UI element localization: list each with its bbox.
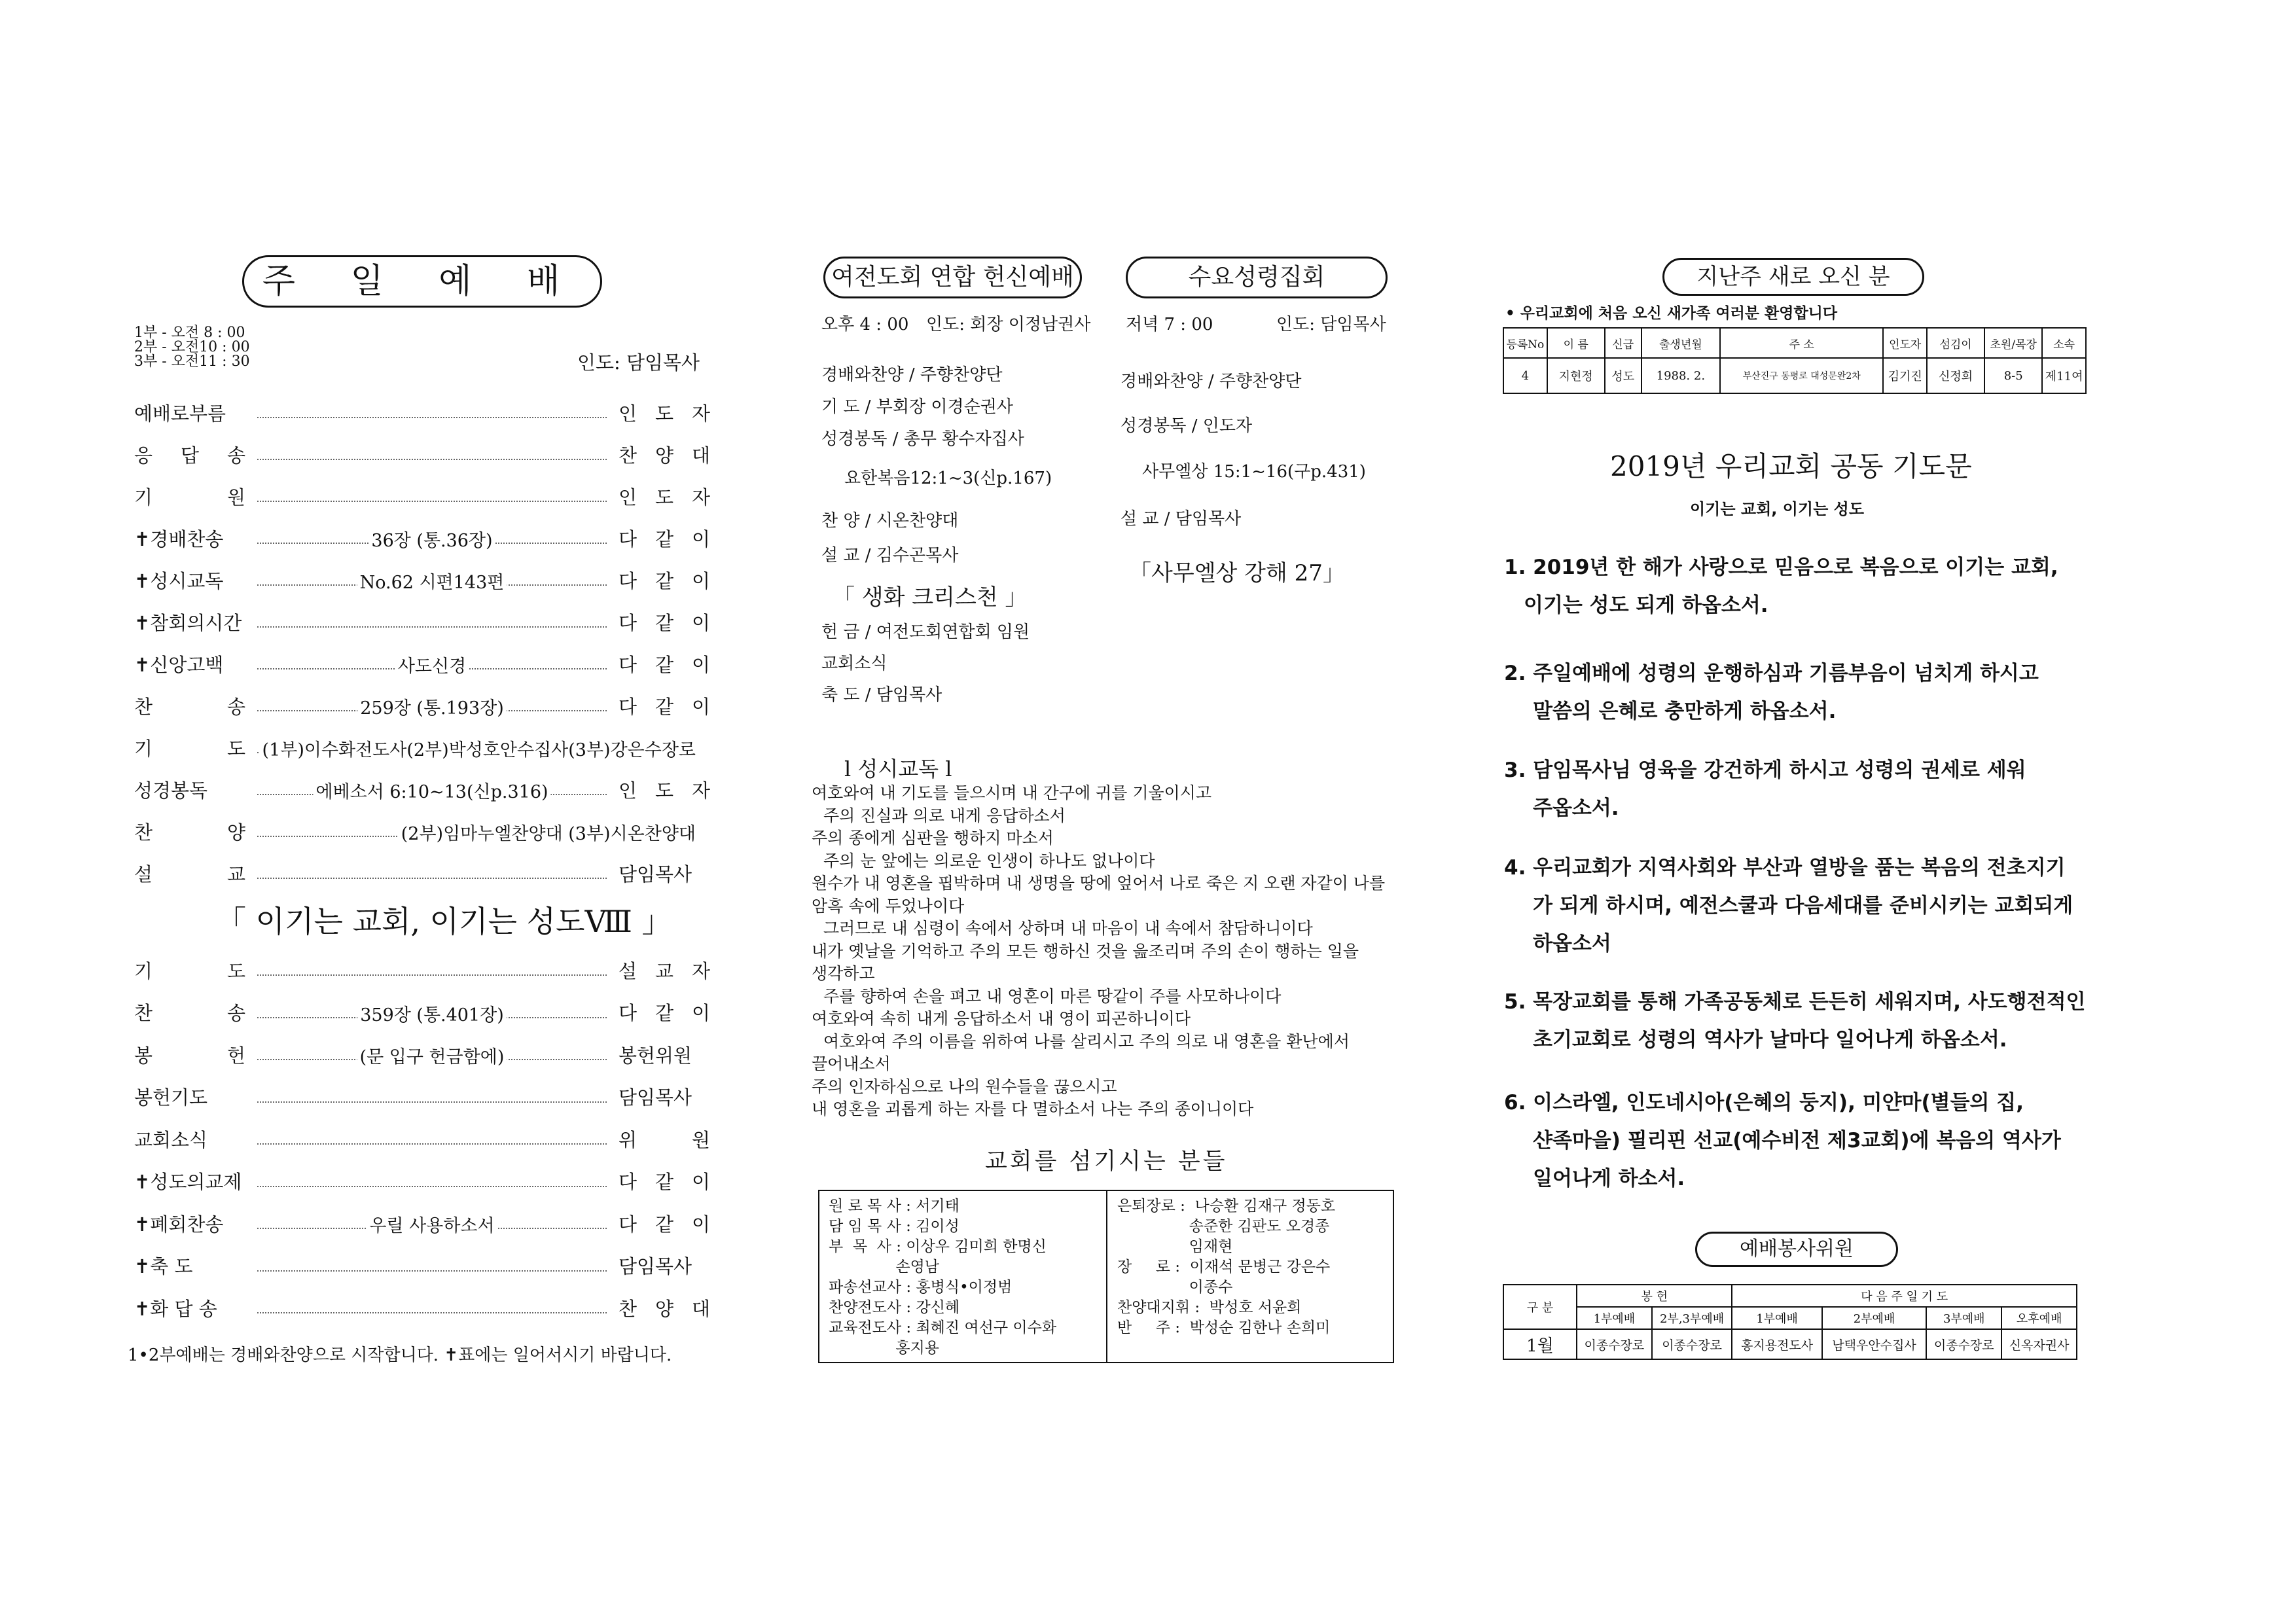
order-dots <box>257 1101 607 1103</box>
time-2: 2부 - 오전10 : 00 <box>134 339 250 355</box>
order-row <box>134 957 710 983</box>
duty-subheader: 1부예배 <box>1577 1307 1652 1329</box>
wednesday-line: 성경봉독 / 인도자 <box>1121 416 1253 436</box>
order-dots <box>257 1143 607 1145</box>
order-row <box>134 734 710 760</box>
visitors-header-cell: 섬김이 <box>1927 328 1984 358</box>
prayer-line: 샨족마을) 필리핀 선교(예수비전 제3교회)에 복음의 역사가 <box>1533 1129 2061 1152</box>
order-value: (2부)임마누엘찬양대 (3부)시온찬양대 <box>399 819 698 845</box>
order-label: 찬 송 <box>134 1002 245 1024</box>
visitors-header-cell: 소속 <box>2042 328 2086 358</box>
duty-table <box>1503 1284 2077 1360</box>
server-line: 장 로 : 이재석 문병근 강은수 <box>1117 1258 1331 1275</box>
psalm-line: 그러므로 내 심령이 속에서 상하며 내 마음이 내 속에서 참담하니이다 <box>823 919 1313 938</box>
womens-line: 성경봉독 / 총무 황수자집사 <box>821 429 1024 449</box>
duty-subheader: 2부,3부예배 <box>1652 1307 1732 1329</box>
order-label: 교회소식 <box>134 1128 208 1151</box>
womens-scripture: 요한복음12:1~3(신p.167) <box>844 469 1052 488</box>
order-leader <box>257 1253 607 1279</box>
order-leader <box>257 1210 607 1236</box>
duty-values-row <box>1503 1329 2077 1359</box>
sunday-leader: 인도: 담임목사 <box>577 351 700 374</box>
order-row <box>134 1168 710 1194</box>
womens-line: 헌 금 / 여전도회연합회 임원 <box>821 622 1030 642</box>
wednesday-scripture: 사무엘상 15:1~16(구p.431) <box>1142 462 1366 482</box>
prayer-item <box>1504 548 2087 624</box>
visitors-header-cell: 주 소 <box>1720 328 1883 358</box>
servers-title: 교회를 섬기시는 분들 <box>985 1149 1228 1175</box>
womens-sermon: 「 생화 크리스천 」 <box>833 584 1028 611</box>
order-label: ✝경배찬송 <box>134 527 224 550</box>
duty-subheader: 1부예배 <box>1732 1307 1821 1329</box>
visitors-header-cell: 등록No <box>1503 328 1547 358</box>
prayer-line: 4. 우리교회가 지역사회와 부산과 열방을 품는 복음의 전초지기 <box>1504 856 2066 880</box>
prayer-subtitle: 이기는 교회, 이기는 성도 <box>1690 500 1865 518</box>
order-label: 응 답 송 <box>134 444 245 467</box>
order-presenter: 위 원 <box>619 1128 710 1151</box>
order-value: (문 입구 헌금함에) <box>357 1043 507 1068</box>
order-leader <box>257 399 607 425</box>
order-leader <box>257 567 607 593</box>
order-leader <box>257 1294 607 1321</box>
prayer-title: 2019년 우리교회 공동 기도문 <box>1610 450 1972 482</box>
order-dots <box>257 626 607 628</box>
order-label: 기 원 <box>134 486 245 508</box>
duty-value: 이종수장로 <box>1652 1329 1732 1359</box>
servers-right <box>1117 1196 1335 1338</box>
prayer-item <box>1504 751 2087 827</box>
order-presenter: 다 같 이 <box>619 527 710 550</box>
psalm-line: 주의 진실과 의로 내게 응답하소서 <box>823 806 1066 825</box>
psalm-line: 주의 눈 앞에는 의로운 인생이 하나도 없나이다 <box>823 851 1155 870</box>
order-row <box>134 1210 710 1236</box>
order-value: 359장 (통.401장) <box>357 1001 507 1026</box>
prayer-item <box>1504 654 2087 730</box>
order-value: 사도신경 <box>395 652 469 677</box>
prayer-line: 2. 주일예배에 성령의 운행하심과 기름부음이 넘치게 하시고 <box>1504 662 2039 685</box>
prayer-item <box>1504 849 2087 963</box>
order-label: 기 도 <box>134 959 245 982</box>
wednesday-leader: 인도: 담임목사 <box>1276 315 1386 334</box>
psalm-line: 내가 옛날을 기억하고 주의 모든 행하신 것을 읊조리며 주의 손이 행하는 일을 <box>812 941 1359 961</box>
order-presenter: 인 도 자 <box>619 402 710 425</box>
order-presenter: 인 도 자 <box>619 779 710 802</box>
server-line: 파송선교사 : 홍병식•이정범 <box>829 1279 1013 1296</box>
visitors-cell: 1988. 2. <box>1641 358 1720 393</box>
order-presenter: 담임목사 <box>619 863 692 885</box>
psalm-line: 암흑 속에 두었나이다 <box>812 896 965 916</box>
server-line: 원 로 목 사 : 서기태 <box>829 1198 960 1215</box>
sunday-note: 1•2부예배는 경배와찬양으로 시작합니다. ✝표에는 일어서시기 바랍니다. <box>128 1346 672 1365</box>
visitors-header-cell: 이 름 <box>1547 328 1605 358</box>
order-value: 36장 (통.36장) <box>368 526 495 552</box>
order-presenter: 찬 양 대 <box>619 444 710 467</box>
order-presenter: 봉헌위원 <box>619 1044 692 1067</box>
order-label: 성경봉독 <box>134 779 208 802</box>
server-line: 담 임 목 사 : 김이성 <box>829 1218 960 1235</box>
order-label: 예배로부름 <box>134 402 226 425</box>
order-presenter: 다 같 이 <box>619 695 710 718</box>
time-3: 3부 - 오전11 : 30 <box>134 353 250 370</box>
womens-line: 교회소식 <box>821 654 888 673</box>
wednesday-title: 수요성령집회 <box>1126 257 1388 298</box>
order-leader <box>257 776 607 802</box>
order-leader <box>257 734 698 760</box>
server-line: 이종수 <box>1117 1279 1233 1296</box>
sunday-title: 주 일 예 배 <box>242 255 602 308</box>
order-leader <box>257 1084 607 1110</box>
order-row <box>134 651 710 677</box>
order-presenter: 담임목사 <box>619 1255 692 1277</box>
visitors-cell: 지현정 <box>1547 358 1605 393</box>
order-value: 우릴 사용하소서 <box>367 1211 497 1237</box>
order-leader <box>257 1168 607 1194</box>
psalm-line: 주의 인자하심으로 나의 원수들을 끊으시고 <box>812 1077 1117 1096</box>
order-row <box>134 999 710 1026</box>
womens-line: 찬 양 / 시온찬양대 <box>821 511 959 531</box>
order-label: ✝신앙고백 <box>134 653 224 676</box>
order-leader <box>257 1041 607 1067</box>
order-leader <box>257 818 698 844</box>
order-label: 봉 헌 <box>134 1044 245 1067</box>
order-presenter: 설 교 자 <box>619 959 710 982</box>
order-row <box>134 1294 710 1321</box>
prayer-line: 가 되게 하시며, 예전스쿨과 다음세대를 준비시키는 교회되게 <box>1533 894 2073 918</box>
visitors-cell: 4 <box>1503 358 1547 393</box>
wednesday-line: 경배와찬양 / 주향찬양단 <box>1121 372 1302 391</box>
prayer-line: 이기는 성도 되게 하옵소서. <box>1524 594 1768 617</box>
server-line: 반 주 : 박성순 김한나 손희미 <box>1117 1319 1331 1336</box>
order-label: ✝폐회찬송 <box>134 1213 224 1236</box>
psalm-line: 주의 종에게 심판을 행하지 마소서 <box>812 829 1054 847</box>
prayer-item <box>1504 983 2087 1059</box>
duty-header-category: 구 분 <box>1503 1285 1577 1329</box>
order-label: 기 도 <box>134 737 245 760</box>
prayer-line: 주옵소서. <box>1533 796 1619 820</box>
sunday-sermon-title: 「 이기는 교회, 이기는 성도Ⅷ 」 <box>216 904 672 939</box>
prayer-line: 3. 담임목사님 영육을 강건하게 하시고 성령의 권세로 세워 <box>1504 758 2026 782</box>
prayer-line: 5. 목장교회를 통해 가족공동체로 든든히 세워지며, 사도행전적인 <box>1504 990 2086 1014</box>
order-presenter: 다 같 이 <box>619 1002 710 1024</box>
visitors-table <box>1503 327 2087 394</box>
order-label: ✝축 도 <box>134 1255 193 1277</box>
order-dots <box>257 878 607 879</box>
servers-box <box>818 1190 1394 1363</box>
womens-title: 여전도회 연합 헌신예배 <box>823 257 1082 298</box>
order-leader <box>257 651 607 677</box>
visitors-title: 지난주 새로 오신 분 <box>1662 258 1924 296</box>
visitors-cell: 제11여 <box>2042 358 2086 393</box>
duty-subheader: 오후예배 <box>2001 1307 2077 1329</box>
order-label: ✝화 답 송 <box>134 1297 217 1320</box>
table-row <box>1503 358 2086 393</box>
psalm-text <box>812 782 1433 1121</box>
order-label: 설 교 <box>134 863 245 885</box>
order-row <box>134 483 710 509</box>
order-dots <box>257 1186 607 1187</box>
order-dots <box>257 974 607 976</box>
server-line: 찬양대지휘 : 박성호 서윤희 <box>1117 1299 1302 1316</box>
prayer-line: 하옵소서 <box>1533 932 1611 955</box>
duty-value: 홍지용전도사 <box>1732 1329 1821 1359</box>
order-row <box>134 1126 710 1152</box>
order-label: 찬 양 <box>134 821 245 844</box>
psalm-line: 내 영혼을 괴롭게 하는 자를 다 멸하소서 나는 주의 종이니이다 <box>812 1099 1254 1118</box>
server-line: 찬양전도사 : 강신혜 <box>829 1299 960 1316</box>
duty-header-next-prayer: 다 음 주 일 기 도 <box>1732 1285 2077 1307</box>
womens-line: 경배와찬양 / 주향찬양단 <box>821 365 1003 385</box>
duty-value: 신옥자권사 <box>2001 1329 2077 1359</box>
wednesday-line: 설 교 / 담임목사 <box>1121 509 1242 529</box>
server-line: 손영남 <box>829 1258 940 1275</box>
order-leader <box>257 957 607 983</box>
servers-divider <box>1106 1191 1107 1362</box>
order-leader <box>257 999 607 1026</box>
order-presenter: 다 같 이 <box>619 1213 710 1236</box>
visitors-header-cell: 신급 <box>1605 328 1641 358</box>
visitors-cell: 신정희 <box>1927 358 1984 393</box>
order-presenter: 다 같 이 <box>619 611 710 634</box>
order-dots <box>257 1312 607 1313</box>
visitors-header-row <box>1503 328 2086 358</box>
duty-value: 이종수장로 <box>1926 1329 2001 1359</box>
duty-subheader: 2부예배 <box>1822 1307 1927 1329</box>
duty-subheader-row <box>1503 1307 2077 1329</box>
order-presenter: 인 도 자 <box>619 486 710 508</box>
visitors-cell: 8-5 <box>1984 358 2042 393</box>
psalm-line: 원수가 내 영혼을 핍박하며 내 생명을 땅에 엎어서 나로 죽은 지 오랜 자같이 나를 <box>812 874 1386 893</box>
order-presenter: 다 같 이 <box>619 653 710 676</box>
order-label: ✝성시교독 <box>134 569 224 592</box>
prayer-line: 6. 이스라엘, 인도네시아(은혜의 둥지), 미얀마(별들의 집, <box>1504 1091 2024 1115</box>
order-row <box>134 609 710 635</box>
order-leader <box>257 692 607 719</box>
server-line: 송준한 김판도 오경종 <box>1117 1218 1330 1235</box>
time-1: 1부 - 오전 8 : 00 <box>134 325 245 341</box>
womens-leader: 인도: 회장 이정남권사 <box>926 315 1091 334</box>
server-line: 부 목 사 : 이상우 김미희 한명신 <box>829 1238 1047 1255</box>
duty-value: 이종수장로 <box>1577 1329 1652 1359</box>
wednesday-time: 저녁 7 : 00 <box>1126 315 1213 334</box>
order-value: No.62 시편143편 <box>357 568 507 594</box>
order-row <box>134 860 710 886</box>
psalm-line: 끌어내소서 <box>812 1054 891 1073</box>
prayer-line: 초기교회로 성령의 역사가 날마다 일어나게 하옵소서. <box>1533 1028 2007 1052</box>
womens-line: 축 도 / 담임목사 <box>821 685 942 705</box>
server-line: 은퇴장로 : 나승환 김재구 정동호 <box>1117 1198 1336 1215</box>
psalm-line: 생각하고 <box>812 964 875 983</box>
order-leader <box>257 483 607 509</box>
duty-subheader: 3부예배 <box>1926 1307 2001 1329</box>
order-dots <box>257 501 607 502</box>
order-leader <box>257 441 607 467</box>
womens-line: 기 도 / 부회장 이경순권사 <box>821 397 1013 417</box>
psalm-title: l 성시교독 l <box>844 757 952 781</box>
visitors-welcome: • 우리교회에 처음 오신 새가족 여러분 환영합니다 <box>1505 305 1838 322</box>
order-row <box>134 1253 710 1279</box>
order-dots <box>257 1270 607 1272</box>
order-label: 찬 송 <box>134 695 245 718</box>
server-line: 임재현 <box>1117 1238 1233 1255</box>
prayer-line: 말씀의 은혜로 충만하게 하옵소서. <box>1533 700 1837 723</box>
order-value: 에베소서 6:10~13(신p.316) <box>313 777 550 803</box>
duty-header-offering: 봉 헌 <box>1577 1285 1732 1307</box>
order-leader <box>257 609 607 635</box>
visitors-header-cell: 인도자 <box>1883 328 1927 358</box>
womens-time: 오후 4 : 00 <box>821 315 909 334</box>
visitors-cell: 부산진구 동평로 대성문완2차 <box>1720 358 1883 393</box>
duty-value: 남택우안수집사 <box>1822 1329 1927 1359</box>
prayer-item <box>1504 1084 2087 1198</box>
order-presenter: 담임목사 <box>619 1086 692 1109</box>
order-row <box>134 692 710 719</box>
order-dots <box>257 459 607 460</box>
order-leader <box>257 1126 607 1152</box>
order-row <box>134 525 710 551</box>
visitors-cell: 김기진 <box>1883 358 1927 393</box>
prayer-line: 일어나게 하소서. <box>1533 1167 1685 1190</box>
psalm-line: 여호와여 주의 이름을 위하여 나를 살리시고 주의 의로 내 영혼을 환난에서 <box>823 1031 1350 1051</box>
order-row <box>134 776 710 802</box>
duty-month: 1월 <box>1503 1329 1577 1359</box>
servers-left <box>829 1196 1056 1359</box>
order-presenter: 찬 양 대 <box>619 1297 710 1320</box>
order-label: ✝성도의교제 <box>134 1171 242 1193</box>
order-row <box>134 399 710 425</box>
order-label: ✝참회의시간 <box>134 611 242 634</box>
order-row <box>134 1084 710 1110</box>
server-line: 홍지용 <box>829 1340 940 1357</box>
order-presenter: 다 같 이 <box>619 1171 710 1193</box>
order-leader <box>257 525 607 551</box>
duty-title: 예배봉사위원 <box>1695 1232 1898 1267</box>
order-presenter: 다 같 이 <box>619 569 710 592</box>
order-row <box>134 441 710 467</box>
visitors-header-cell: 출생년월 <box>1641 328 1720 358</box>
order-label: 봉헌기도 <box>134 1086 208 1109</box>
order-value: 259장 (통.193장) <box>357 694 507 719</box>
psalm-line: 여호와여 내 기도를 들으시며 내 간구에 귀를 기울이시고 <box>812 783 1212 802</box>
womens-line: 설 교 / 김수곤목사 <box>821 546 959 565</box>
order-row <box>134 567 710 593</box>
order-dots <box>257 417 607 418</box>
server-line: 교육전도사 : 최혜진 여선구 이수화 <box>829 1319 1057 1336</box>
visitors-header-cell: 초원/목장 <box>1984 328 2042 358</box>
visitors-cell: 성도 <box>1605 358 1641 393</box>
order-row <box>134 818 710 844</box>
wednesday-sermon: 「사무엘상 강해 27」 <box>1129 560 1345 586</box>
order-value: (1부)이수화전도사(2부)박성호안수집사(3부)강은수장로 <box>260 736 698 761</box>
prayer-line: 1. 2019년 한 해가 사랑으로 믿음으로 복음으로 이기는 교회, <box>1504 556 2058 579</box>
worship-times <box>134 326 250 369</box>
order-row <box>134 1041 710 1067</box>
psalm-line: 주를 향하여 손을 펴고 내 영혼이 마른 땅같이 주를 사모하나이다 <box>823 986 1282 1006</box>
psalm-line: 여호와여 속히 내게 응답하소서 내 영이 피곤하니이다 <box>812 1009 1191 1028</box>
order-leader <box>257 860 607 886</box>
